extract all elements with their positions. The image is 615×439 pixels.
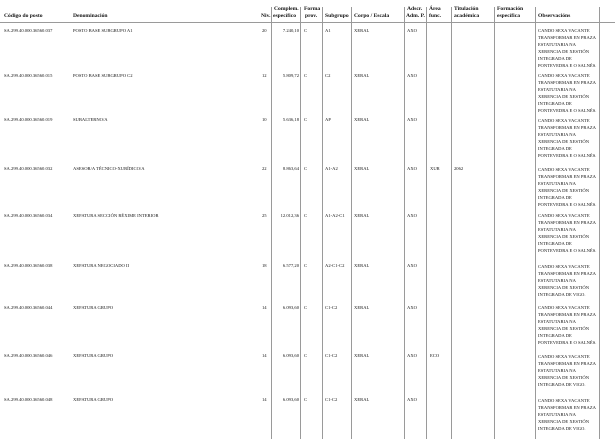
obs-line: ESTATUTARIA NA [538, 132, 576, 138]
obs-line: INTEGRADA DE VIGO. [538, 292, 586, 298]
cell-denominacion: XEFATURA SECCIÓN RÉXIME INTERIOR [73, 213, 159, 218]
cell-observacions [538, 353, 596, 388]
obs-line: CANDO SEXA VACANTE [538, 305, 590, 310]
obs-line: XERENCIA DE XESTIÓN [538, 375, 590, 381]
column-divider [535, 7, 536, 439]
cell-nivel: 14 [262, 353, 267, 358]
cell-observacions [538, 397, 596, 432]
obs-line: XERENCIA DE XESTIÓN [538, 285, 590, 291]
cell-observacions [538, 263, 596, 298]
obs-line: INTEGRADA DE [538, 241, 572, 247]
obs-line: TRANSFORMAR EN PRAZA [538, 125, 596, 131]
obs-line: PONTEVEDRA E O SALNÉS. [538, 108, 597, 114]
cell-codigo: SA.299.40.000.36560.019 [4, 117, 53, 122]
obs-line: CANDO SEXA VACANTE [538, 28, 590, 33]
obs-line: CANDO SEXA VACANTE [538, 118, 590, 123]
obs-line: CANDO SEXA VACANTE [538, 398, 590, 403]
cell-subgrupo: A1 [325, 28, 331, 33]
cell-nivel: 20 [262, 28, 267, 33]
header-rule [0, 22, 615, 23]
header-complemento-2: específico [273, 13, 296, 19]
cell-complemento: 6.093,60 [282, 397, 299, 402]
cell-subgrupo: A2-C1-C2 [325, 263, 345, 268]
column-divider [599, 7, 600, 439]
cell-codigo: SA.299.40.000.36560.034 [4, 213, 53, 218]
cell-corpo: XERAL [354, 213, 370, 218]
cell-denominacion: POSTO BASE SUBGRUPO C2 [73, 73, 133, 78]
cell-subgrupo: AP [325, 117, 331, 122]
cell-complemento: 8.863,64 [282, 166, 299, 171]
cell-adscr: AXO [407, 305, 417, 310]
cell-area: XUR [430, 166, 440, 171]
cell-subgrupo: C1-C2 [325, 305, 338, 310]
header-forma-2: prov. [305, 13, 318, 19]
obs-line: XERENCIA DE XESTIÓN [538, 326, 590, 332]
cell-forma: C [304, 166, 308, 171]
header-titulacion-1: Titulación [454, 6, 479, 12]
cell-denominacion: XEFATURA GRUPO [73, 353, 114, 358]
obs-line: PONTEVEDRA E O SALNÉS. [538, 153, 597, 159]
cell-codigo: SA.299.40.000.36560.015 [4, 73, 53, 78]
obs-line: ESTATUTARIA NA [538, 42, 576, 48]
obs-line: XERENCIA DE XESTIÓN [538, 419, 590, 425]
obs-line: CANDO SEXA VACANTE [538, 73, 590, 78]
column-divider [451, 7, 452, 439]
header-formacion-2: específica [497, 13, 520, 19]
header-area-1: Área [429, 6, 441, 12]
header-codigo: Código do posto [4, 13, 43, 19]
cell-codigo: SA.299.40.000.36560.044 [4, 305, 53, 310]
cell-complemento: 5.809,72 [282, 73, 299, 78]
column-divider [351, 7, 352, 439]
cell-nivel: 18 [262, 263, 267, 268]
cell-complemento: 6.577,20 [282, 263, 299, 268]
obs-line: ESTATUTARIA NA [538, 412, 576, 418]
obs-line: ESTATUTARIA NA [538, 181, 576, 187]
header-formacion-1: Formación [497, 6, 524, 12]
cell-codigo: SA.299.40.000.36560.046 [4, 353, 53, 358]
cell-forma: C [304, 353, 308, 358]
obs-line: TRANSFORMAR EN PRAZA [538, 271, 596, 277]
cell-observacions [538, 304, 596, 347]
cell-denominacion: XEFATURA NEGOCIADO II [73, 263, 130, 268]
obs-line: INTEGRADA DE [538, 333, 572, 339]
cell-forma: C [304, 305, 308, 310]
header-adscr-1: Adscr. [407, 6, 423, 12]
cell-nivel: 25 [262, 213, 267, 218]
cell-forma: C [304, 397, 308, 402]
cell-nivel: 14 [262, 397, 267, 402]
cell-adscr: AXO [407, 73, 417, 78]
obs-line: PONTEVEDRA E O SALNÉS. [538, 340, 597, 346]
obs-line: XERENCIA DE XESTIÓN [538, 188, 590, 194]
obs-line: TRANSFORMAR EN PRAZA [538, 174, 596, 180]
column-divider [322, 7, 323, 439]
obs-line: CANDO SEXA VACANTE [538, 354, 590, 359]
cell-complemento: 6.093,60 [282, 305, 299, 310]
cell-observacions [538, 166, 596, 209]
column-divider [300, 7, 301, 439]
header-area-2: func. [429, 13, 441, 19]
cell-forma: C [304, 263, 308, 268]
obs-line: PONTEVEDRA E O SALNÉS. [538, 63, 597, 69]
cell-adscr: AXO [407, 263, 417, 268]
cell-adscr: AXO [407, 117, 417, 122]
header-complemento-1: Complem. [274, 6, 299, 12]
cell-forma: C [304, 117, 308, 122]
cell-codigo: SA.299.40.000.36560.032 [4, 166, 53, 171]
cell-adscr: AXO [407, 353, 417, 358]
column-divider [426, 7, 427, 439]
obs-line: ESTATUTARIA NA [538, 87, 576, 93]
obs-line: XERENCIA DE XESTIÓN [538, 139, 590, 145]
cell-corpo: XERAL [354, 353, 370, 358]
cell-observacions [538, 72, 596, 115]
obs-line: ESTATUTARIA NA [538, 319, 576, 325]
cell-corpo: XERAL [354, 263, 370, 268]
column-divider [494, 7, 495, 439]
obs-line: INTEGRADA DE VIGO. [538, 426, 586, 432]
cell-complemento: 12.012,36 [280, 213, 299, 218]
header-observacions: Observacións [538, 13, 571, 19]
column-divider [404, 7, 405, 439]
header-titulacion-2: académica [454, 13, 480, 19]
cell-area: ECO [430, 353, 440, 358]
cell-corpo: XERAL [354, 73, 370, 78]
cell-denominacion: XEFATURA GRUPO [73, 305, 114, 310]
cell-forma: C [304, 28, 308, 33]
cell-denominacion: SUBALTERNO/A [73, 117, 108, 122]
cell-titulacion: 2062 [454, 166, 464, 171]
obs-line: PONTEVEDRA E O SALNÉS. [538, 248, 597, 254]
cell-corpo: XERAL [354, 397, 370, 402]
cell-corpo: XERAL [354, 28, 370, 33]
cell-observacions [538, 117, 596, 160]
cell-forma: C [304, 213, 308, 218]
cell-codigo: SA.299.40.000.36560.037 [4, 28, 53, 33]
obs-line: INTEGRADA DE VIGO. [538, 382, 586, 388]
obs-line: TRANSFORMAR EN PRAZA [538, 312, 596, 318]
cell-observacions [538, 212, 596, 255]
cell-corpo: XERAL [354, 117, 370, 122]
obs-line: PONTEVEDRA E O SALNÉS. [538, 202, 597, 208]
obs-line: TRANSFORMAR EN PRAZA [538, 80, 596, 86]
header-subgrupo: Subgrupo [325, 13, 349, 19]
obs-line: ESTATUTARIA NA [538, 227, 576, 233]
header-nivel: Niv. [261, 13, 271, 19]
obs-line: XERENCIA DE XESTIÓN [538, 49, 590, 55]
column-divider [271, 7, 272, 439]
obs-line: TRANSFORMAR EN PRAZA [538, 405, 596, 411]
obs-line: INTEGRADA DE [538, 101, 572, 107]
obs-line: TRANSFORMAR EN PRAZA [538, 35, 596, 41]
cell-denominacion: ASESOR/A TÉCNICO-XURÍDICO/A [73, 166, 145, 171]
obs-line: ESTATUTARIA NA [538, 368, 576, 374]
cell-adscr: AXO [407, 397, 417, 402]
cell-complemento: 6.093,60 [282, 353, 299, 358]
header-adscr-2: Adm. P. [406, 13, 425, 19]
cell-nivel: 14 [262, 305, 267, 310]
cell-corpo: XERAL [354, 305, 370, 310]
cell-adscr: AXO [407, 166, 417, 171]
cell-adscr: AXO [407, 28, 417, 33]
cell-forma: C [304, 73, 308, 78]
cell-denominacion: XEFATURA GRUPO [73, 397, 114, 402]
header-corpo: Corpo / Escala [354, 13, 390, 19]
obs-line: CANDO SEXA VACANTE [538, 264, 590, 269]
cell-denominacion: POSTO BASE SUBGRUPO A1 [73, 28, 133, 33]
obs-line: CANDO SEXA VACANTE [538, 167, 590, 172]
cell-subgrupo: C1-C2 [325, 397, 338, 402]
obs-line: INTEGRADA DE [538, 146, 572, 152]
obs-line: ESTATUTARIA NA [538, 278, 576, 284]
obs-line: CANDO SEXA VACANTE [538, 213, 590, 218]
cell-nivel: 22 [262, 166, 267, 171]
obs-line: INTEGRADA DE [538, 56, 572, 62]
header-forma-1: Forma [304, 6, 321, 12]
cell-subgrupo: A1-A2 [325, 166, 338, 171]
cell-codigo: SA.299.40.000.36560.038 [4, 263, 53, 268]
obs-line: INTEGRADA DE [538, 195, 572, 201]
cell-adscr: AXO [407, 213, 417, 218]
obs-line: TRANSFORMAR EN PRAZA [538, 220, 596, 226]
cell-subgrupo: C1-C2 [325, 353, 338, 358]
cell-subgrupo: C2 [325, 73, 331, 78]
obs-line: TRANSFORMAR EN PRAZA [538, 361, 596, 367]
cell-subgrupo: A1-A2-C1 [325, 213, 345, 218]
obs-line: XERENCIA DE XESTIÓN [538, 234, 590, 240]
cell-complemento: 7.240,10 [282, 28, 299, 33]
cell-complemento: 5.636,18 [282, 117, 299, 122]
obs-line: XERENCIA DE XESTIÓN [538, 94, 590, 100]
cell-observacions [538, 27, 596, 70]
cell-corpo: XERAL [354, 166, 370, 171]
cell-nivel: 10 [262, 117, 267, 122]
cell-nivel: 12 [262, 73, 267, 78]
cell-codigo: SA.299.40.000.36560.048 [4, 397, 53, 402]
header-denominacion: Denominación [73, 13, 108, 19]
